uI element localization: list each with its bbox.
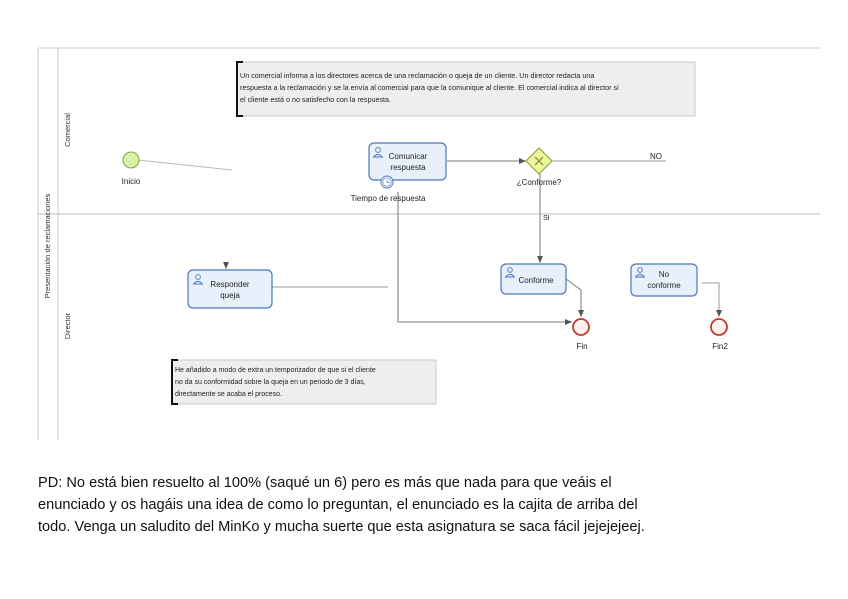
task-no-conforme[interactable] bbox=[631, 264, 697, 296]
task-conforme-label: Conforme bbox=[518, 276, 554, 285]
gateway-label: ¿Conforme? bbox=[516, 178, 562, 187]
task-comunicar-line-1: Comunicar bbox=[388, 152, 428, 161]
end-event-fin[interactable] bbox=[573, 319, 589, 351]
statement-line-3: el cliente está o no satisfecho con la respuesta. bbox=[240, 95, 392, 104]
end-event-fin-label: Fin bbox=[576, 342, 588, 351]
timer-note-line-2: no da su conformidad sobre la queja en un periodo de 3 días, bbox=[175, 379, 366, 386]
task-responder-queja[interactable] bbox=[188, 270, 272, 308]
statement-line-1: Un comercial informa a los directores acerca de una reclamación o queja de un cliente. Un director redacta una bbox=[240, 71, 595, 80]
footer-line-2: enunciado y os hagáis una idea de como lo preguntan, el enunciado es la cajita de arriba del bbox=[38, 497, 638, 513]
task-conforme[interactable] bbox=[501, 264, 566, 294]
end-event-fin2-label: Fin2 bbox=[712, 342, 728, 351]
task-no-conforme-line-1: No bbox=[658, 270, 670, 279]
flow-start-to-comunicar bbox=[138, 160, 232, 170]
gateway-no-label: NO bbox=[650, 152, 662, 161]
task-no-conforme-line-2: conforme bbox=[647, 281, 681, 290]
timer-note-line-3: directamente se acaba el proceso. bbox=[175, 391, 283, 398]
lane-label-director: Director bbox=[63, 312, 72, 340]
timer-note-annotation bbox=[172, 360, 436, 404]
footer-line-1: PD: No está bien resuelto al 100% (saqué un 6) pero es más que nada para que veáis el bbox=[38, 475, 612, 491]
lane-label-comercial: Comercial bbox=[63, 113, 72, 147]
start-event-label: Inicio bbox=[121, 177, 141, 186]
pool-label: Presentación de reclamaciones bbox=[43, 193, 52, 299]
start-event[interactable] bbox=[122, 152, 141, 186]
footer-line-3: todo. Venga un saludito del MinKo y mucha suerte que esta asignatura se saca fácil jejejejeej. bbox=[38, 519, 645, 535]
timer-note-line-1: He añadido a modo de extra un temporizador de que si el cliente bbox=[175, 367, 376, 374]
task-comunicar-respuesta[interactable] bbox=[369, 143, 446, 180]
flow-noconforme-to-fin2 bbox=[702, 283, 719, 317]
exclusive-gateway[interactable] bbox=[517, 148, 662, 222]
flow-conforme-to-fin bbox=[566, 279, 581, 317]
footer-paragraph bbox=[38, 472, 810, 538]
gateway-yes-label: SI bbox=[543, 215, 550, 222]
task-responder-line-1: Responder bbox=[210, 280, 250, 289]
flow-timer-to-fin bbox=[398, 192, 572, 322]
task-responder-line-2: queja bbox=[220, 291, 240, 300]
statement-line-2: respuesta a la reclamación y se la envía al comercial para que la comunique al cliente. El comercial indica al director si bbox=[240, 83, 619, 92]
statement-annotation bbox=[237, 62, 695, 116]
end-event-fin2[interactable] bbox=[711, 319, 728, 351]
task-comunicar-line-2: respuesta bbox=[390, 163, 426, 172]
timer-event-label: Tiempo de respuesta bbox=[350, 194, 426, 203]
